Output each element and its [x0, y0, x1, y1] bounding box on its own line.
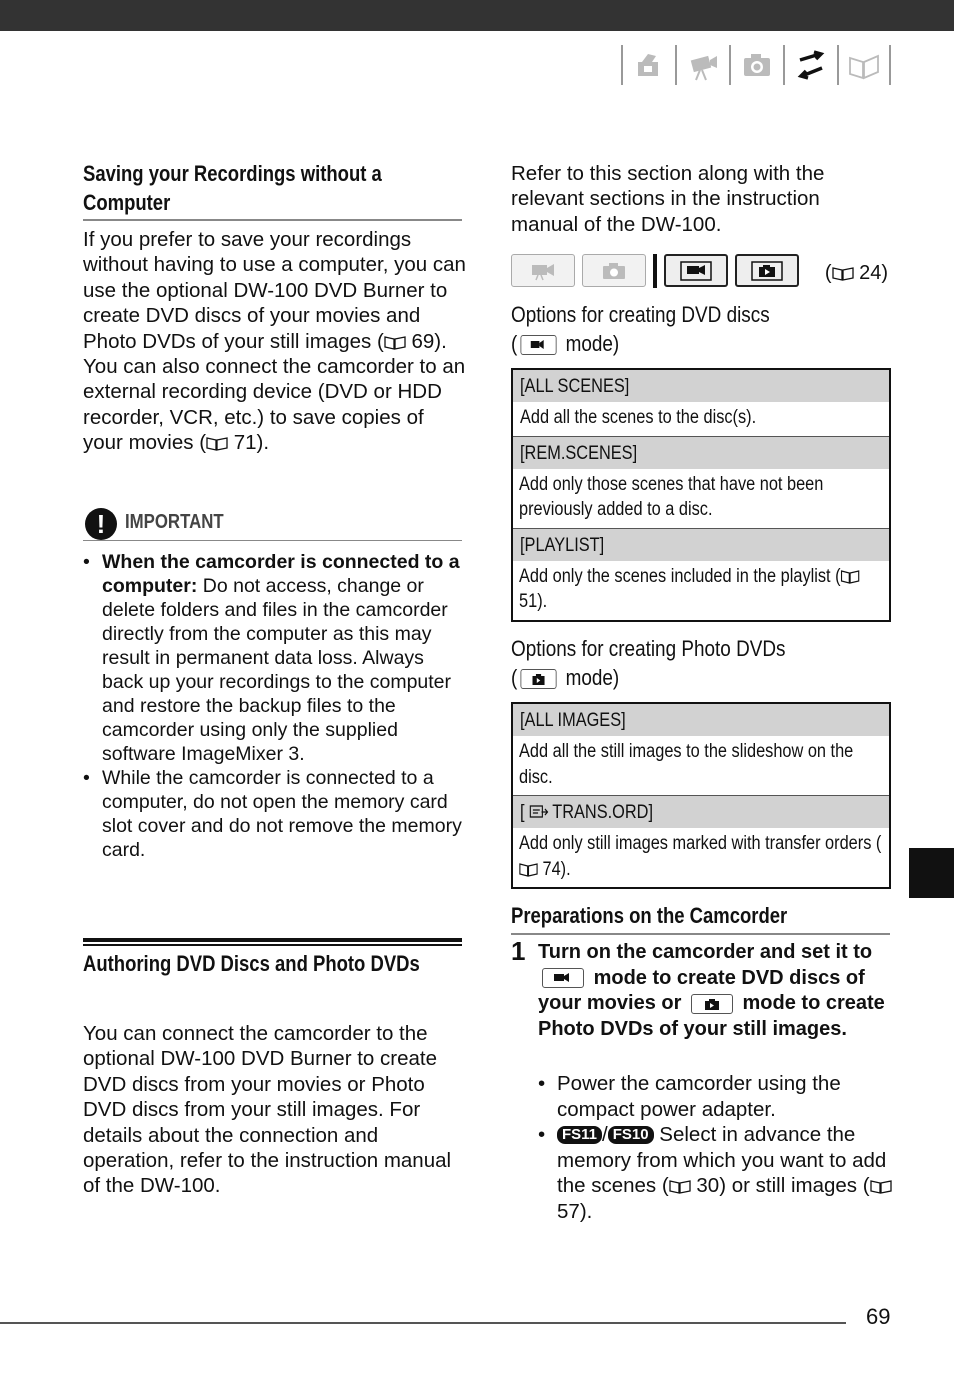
movie-playback-icon [542, 968, 584, 988]
book-ref-icon [519, 861, 538, 877]
model-badge: FS11 [557, 1126, 602, 1144]
photo-playback-icon [521, 669, 557, 689]
book-icon [837, 45, 891, 85]
option-name: [ALL IMAGES] [513, 704, 889, 736]
footer-rule [0, 1322, 846, 1324]
preparations-heading: Preparations on the Camcorder [511, 903, 788, 928]
step-text: Turn on the camcorder and set it to mode to create DVD discs of your movies or mode to create Photo DVDs of your still images. [538, 941, 885, 1040]
book-ref-icon [870, 1178, 892, 1194]
mode-separator [653, 254, 657, 288]
photo-mode-icon [582, 254, 646, 287]
heading-rule [83, 219, 462, 221]
book-ref-icon [841, 568, 860, 584]
option-description: Add only still images marked with transfer orders ( 74). [519, 833, 882, 880]
model-badge: FS10 [608, 1126, 654, 1144]
saving-heading: Saving your Recordings without a Computer [83, 161, 382, 215]
section-rule [83, 944, 462, 946]
dvd-options-heading: Options for creating DVD discs ( mode) [511, 302, 770, 356]
movie-playback-icon [521, 335, 557, 355]
option-description: Add only the scenes included in the playlist ( 51). [513, 561, 895, 620]
important-list [83, 550, 468, 862]
section-rule [83, 938, 462, 942]
photo-playback-icon [691, 994, 733, 1014]
option-description: Add all the still images to the slideshow on the disc. [519, 741, 854, 788]
section-icon-strip [621, 45, 891, 85]
list-item: • While the camcorder is connected to a computer, do not open the memory card slot cover and do not remove the memory card. [83, 766, 468, 862]
authoring-heading: Authoring DVD Discs and Photo DVDs [83, 951, 420, 976]
chapter-tab [909, 848, 954, 898]
photo-options-heading: Options for creating Photo DVDs ( mode) [511, 636, 786, 690]
saving-paragraph: If you prefer to save your recordings without having to use a computer, you can use the optional DW-100 DVD Burner to create DVD discs of your movies and Photo DVDs of your still images ( 69). You can also connect the camcorder to an external recording device (DVD or HDD recorder, VCR, etc.) to save copies of your movies ( 71). [83, 228, 466, 455]
step-number: 1 [511, 936, 526, 966]
refer-paragraph: Refer to this section along with the relevant sections in the instruction manual of the DW-100. [511, 162, 825, 236]
important-header [83, 508, 462, 541]
list-item: • Power the camcorder using the compact power adapter. [538, 1071, 893, 1122]
page-reference: ( 24) [824, 262, 888, 284]
book-ref-icon [669, 1178, 691, 1194]
book-ref-icon [384, 334, 406, 350]
important-label: IMPORTANT [125, 511, 224, 533]
mode-icons [511, 254, 891, 290]
book-ref-icon [832, 265, 854, 281]
heading-rule [511, 933, 890, 935]
list-item: • FS11 / FS10 Select in advance the memory from which you want to add the scenes ( 30) or still images ( 57). [538, 1122, 893, 1224]
movie-camera-icon [675, 45, 729, 85]
option-description: Add only those scenes that have not been previously added to a disc. [519, 473, 824, 520]
option-name: [REM.SCENES] [513, 436, 889, 469]
transfer-icon [783, 45, 837, 85]
photo-options-table [511, 702, 891, 889]
top-bar [0, 0, 954, 31]
step-notes [538, 1071, 893, 1224]
page-number: 69 [866, 1304, 891, 1329]
transfer-order-icon [529, 804, 548, 820]
authoring-paragraph: You can connect the camcorder to the optional DW-100 DVD Burner to create DVD discs from your movies or Photo DVD discs from your still images. For details about the connection and operation, refer to the instruction manual of the DW-100. [83, 1022, 452, 1198]
dvd-burner-icon [621, 45, 675, 85]
movie-playback-icon [664, 254, 728, 287]
warning-icon: ! [85, 508, 117, 540]
dvd-options-table [511, 368, 891, 622]
list-item: • When the camcorder is connected to a computer: Do not access, change or delete folders and files in the camcorder directly from the computer as this may result in permanent data loss. Always back up your recordings to the computer and restore the backup files to the camcorder using only the supplied software ImageMixer 3. [83, 550, 468, 766]
movie-mode-icon [511, 254, 575, 287]
still-camera-icon [729, 45, 783, 85]
option-description: Add all the scenes to the disc(s). [520, 407, 757, 428]
option-name: [ALL SCENES] [513, 370, 889, 402]
option-name: [PLAYLIST] [513, 528, 889, 561]
photo-playback-icon [735, 254, 799, 287]
option-name: [ TRANS.ORD] [513, 795, 889, 828]
book-ref-icon [206, 435, 228, 451]
